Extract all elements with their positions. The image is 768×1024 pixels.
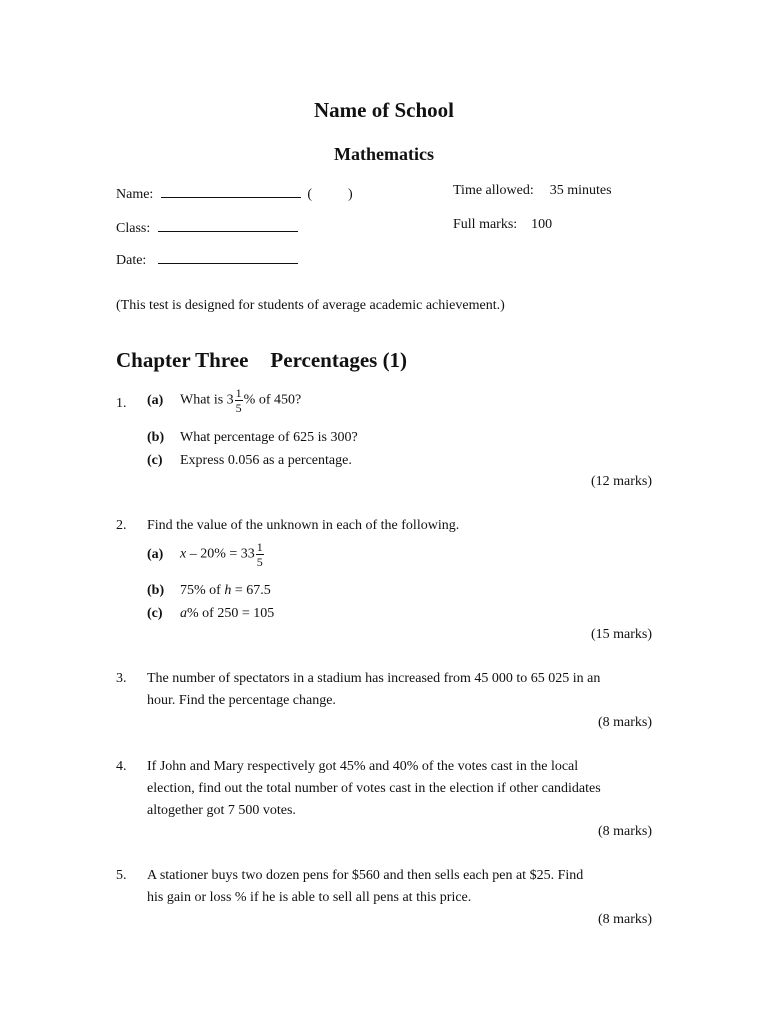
date-blank (158, 250, 298, 264)
part-text: – 20% = 33 (186, 546, 255, 562)
part-text: % of 250 = 105 (187, 606, 275, 621)
name-label: Name: (116, 187, 154, 202)
name-row (116, 184, 353, 202)
part-text: Express 0.056 as a percentage. (180, 453, 352, 468)
variable: x (180, 546, 187, 562)
date-label: Date: (116, 253, 147, 268)
question-marks: (8 marks) (597, 824, 652, 839)
test-note: (This test is designed for students of average academic achievement.) (116, 298, 505, 313)
part-label: (a) (147, 392, 164, 408)
school-name: Name of School (314, 98, 454, 122)
question-marks: (8 marks) (597, 715, 652, 730)
class-row (116, 218, 298, 236)
question-2b (147, 584, 271, 598)
part-label: (c) (147, 606, 163, 621)
time-value: 35 minutes (549, 183, 612, 198)
question-line: The number of spectators in a stadium has increased from 45 000 to 65 025 in an (147, 671, 601, 686)
question-marks: (12 marks) (590, 474, 652, 489)
paren-close: ) (348, 187, 353, 202)
full-marks (453, 218, 552, 232)
variable: a (180, 606, 187, 621)
question-2c (147, 607, 274, 621)
question-number: 5. (116, 868, 127, 883)
date-row (116, 250, 298, 268)
question-1a (147, 387, 301, 414)
question-marks: (15 marks) (590, 627, 652, 642)
part-text: What is 3 (180, 392, 234, 408)
part-label: (b) (147, 430, 165, 445)
class-blank (158, 218, 298, 232)
fraction (235, 387, 243, 414)
variable: h (224, 583, 232, 598)
question-number: 4. (116, 759, 127, 774)
question-line: his gain or loss % if he is able to sell all pens at this price. (147, 890, 472, 905)
question-marks: (8 marks) (597, 912, 652, 927)
question-1c (147, 454, 352, 468)
paren-open: ( (307, 187, 312, 202)
part-label: (c) (147, 453, 163, 468)
question-line: altogether got 7 500 votes. (147, 803, 296, 818)
chapter-heading (116, 350, 407, 371)
chapter-topic: Percentages (1) (270, 348, 408, 372)
fraction-numerator: 1 (235, 386, 242, 400)
fraction-denominator: 5 (256, 555, 263, 569)
question-line: election, find out the total number of votes cast in the election if other candidates (147, 781, 601, 796)
part-text: = 67.5 (231, 583, 271, 598)
part-text: % of 450? (243, 392, 302, 408)
part-label: (b) (147, 583, 165, 598)
time-allowed (453, 184, 612, 198)
question-line: If John and Mary respectively got 45% and 40% of the votes cast in the local (147, 759, 579, 774)
question-number: 3. (116, 671, 127, 686)
question-line: hour. Find the percentage change. (147, 693, 336, 708)
fraction (256, 541, 264, 568)
chapter-number: Chapter Three (116, 348, 249, 372)
part-text: 75% of (180, 583, 225, 598)
question-number: 1. (116, 396, 127, 411)
fraction-numerator: 1 (256, 540, 263, 554)
marks-value: 100 (531, 217, 553, 232)
part-label: (a) (147, 546, 164, 562)
question-line: A stationer buys two dozen pens for $560 and then sells each pen at $25. Find (147, 868, 584, 883)
fraction-denominator: 5 (235, 401, 242, 415)
question-2a (147, 541, 265, 568)
subject-title: Mathematics (334, 144, 434, 164)
time-label: Time allowed: (453, 183, 534, 198)
marks-label: Full marks: (453, 217, 518, 232)
class-label: Class: (116, 221, 151, 236)
name-blank (161, 184, 301, 198)
question-1b (147, 431, 358, 445)
question-number: 2. (116, 518, 127, 533)
question-text: Find the value of the unknown in each of the following. (147, 518, 460, 533)
part-text: What percentage of 625 is 300? (180, 430, 358, 445)
